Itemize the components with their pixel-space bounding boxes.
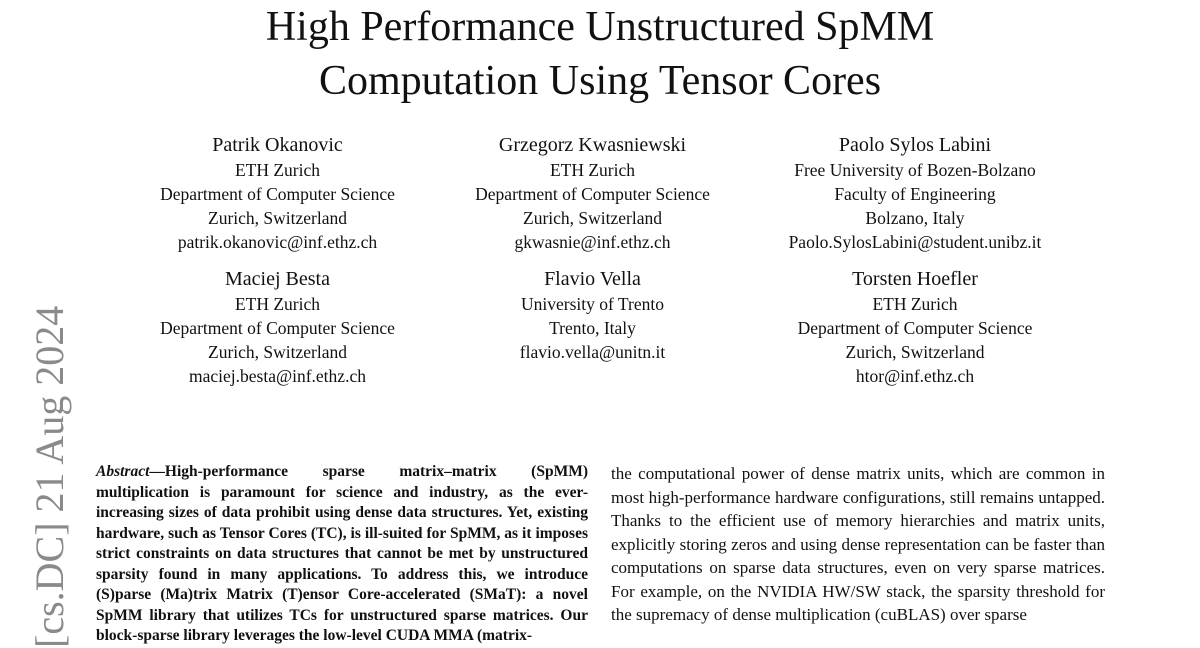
author-email: maciej.besta@inf.ethz.ch	[189, 366, 366, 386]
author-department: Faculty of Engineering	[834, 184, 996, 204]
abstract-column	[96, 462, 588, 647]
author-location: Trento, Italy	[549, 318, 636, 338]
author-location: Zurich, Switzerland	[845, 342, 985, 362]
author-email: Paolo.SylosLabini@student.unibz.it	[788, 232, 1042, 252]
author-affiliation: ETH Zurich	[549, 160, 636, 180]
author-email: patrik.okanovic@inf.ethz.ch	[177, 232, 378, 252]
paper-title	[0, 0, 1200, 108]
author-email: gkwasnie@inf.ethz.ch	[514, 232, 671, 252]
paper-title-line-2: Computation Using Tensor Cores	[318, 58, 882, 104]
author-block	[435, 266, 750, 388]
author-name: Patrik Okanovic	[212, 134, 343, 156]
author-block	[750, 132, 1080, 254]
author-email: htor@inf.ethz.ch	[855, 366, 975, 386]
abstract-text: —High-performance sparse matrix–matrix (SpMM) multiplication is paramount for science and industry, as the ever-increasing sizes of data prohibit using dense data structures. Yet, existing hardware, such as Tensor Cores (TC), is ill-suited for SpMM, as it imposes strict constraints on data structures that cannot be met by unstructured sparsity found in many applications. To address this, we introduce (S)parse (Ma)trix Matrix (T)ensor Core-accelerated (SMaT): a novel SpMM library that utilizes TCs for unstructured sparse matrices. Our block-sparse library leverages the low-level CUDA MMA (matrix-	[96, 463, 588, 644]
author-block	[120, 132, 435, 254]
author-location: Bolzano, Italy	[865, 208, 965, 228]
author-affiliation: University of Trento	[521, 294, 664, 314]
paper-title-line-1: High Performance Unstructured SpMM	[265, 4, 935, 50]
author-affiliation: Free University of Bozen-Bolzano	[794, 160, 1036, 180]
author-location: Zurich, Switzerland	[523, 208, 662, 228]
author-affiliation: ETH Zurich	[872, 294, 958, 314]
author-department: Department of Computer Science	[475, 184, 710, 204]
author-email: flavio.vella@unitn.it	[519, 342, 666, 362]
author-name: Flavio Vella	[544, 268, 641, 290]
author-block	[120, 266, 435, 388]
author-name: Grzegorz Kwasniewski	[498, 134, 687, 156]
author-department: Department of Computer Science	[160, 318, 395, 338]
author-location: Zurich, Switzerland	[208, 342, 347, 362]
author-name: Torsten Hoefler	[852, 268, 978, 290]
author-department: Department of Computer Science	[797, 318, 1033, 338]
author-department: Department of Computer Science	[160, 184, 395, 204]
author-block	[435, 132, 750, 254]
author-location: Zurich, Switzerland	[208, 208, 347, 228]
author-list	[120, 132, 1080, 388]
abstract-label: Abstract	[96, 463, 150, 480]
author-name: Maciej Besta	[225, 268, 330, 290]
arxiv-identifier-stamp: [cs.DC] 21 Aug 2024	[27, 305, 72, 648]
author-block	[750, 266, 1080, 388]
author-affiliation: ETH Zurich	[234, 160, 321, 180]
author-affiliation: ETH Zurich	[234, 294, 321, 314]
author-name: Paolo Sylos Labini	[838, 134, 992, 156]
body-text-column: the computational power of dense matrix units, which are common in most high-performance hardware configurations, still remains untapped. Thanks to the efficient use of memory hierarchies and matrix units, explicitly storing zeros and using dense representation can be faster than computations on sparse data structures, even on very sparse matrices. For example, on the NVIDIA HW/SW stack, the sparsity threshold for the supremacy of dense multiplication (cuBLAS) over sparse	[611, 464, 1105, 624]
